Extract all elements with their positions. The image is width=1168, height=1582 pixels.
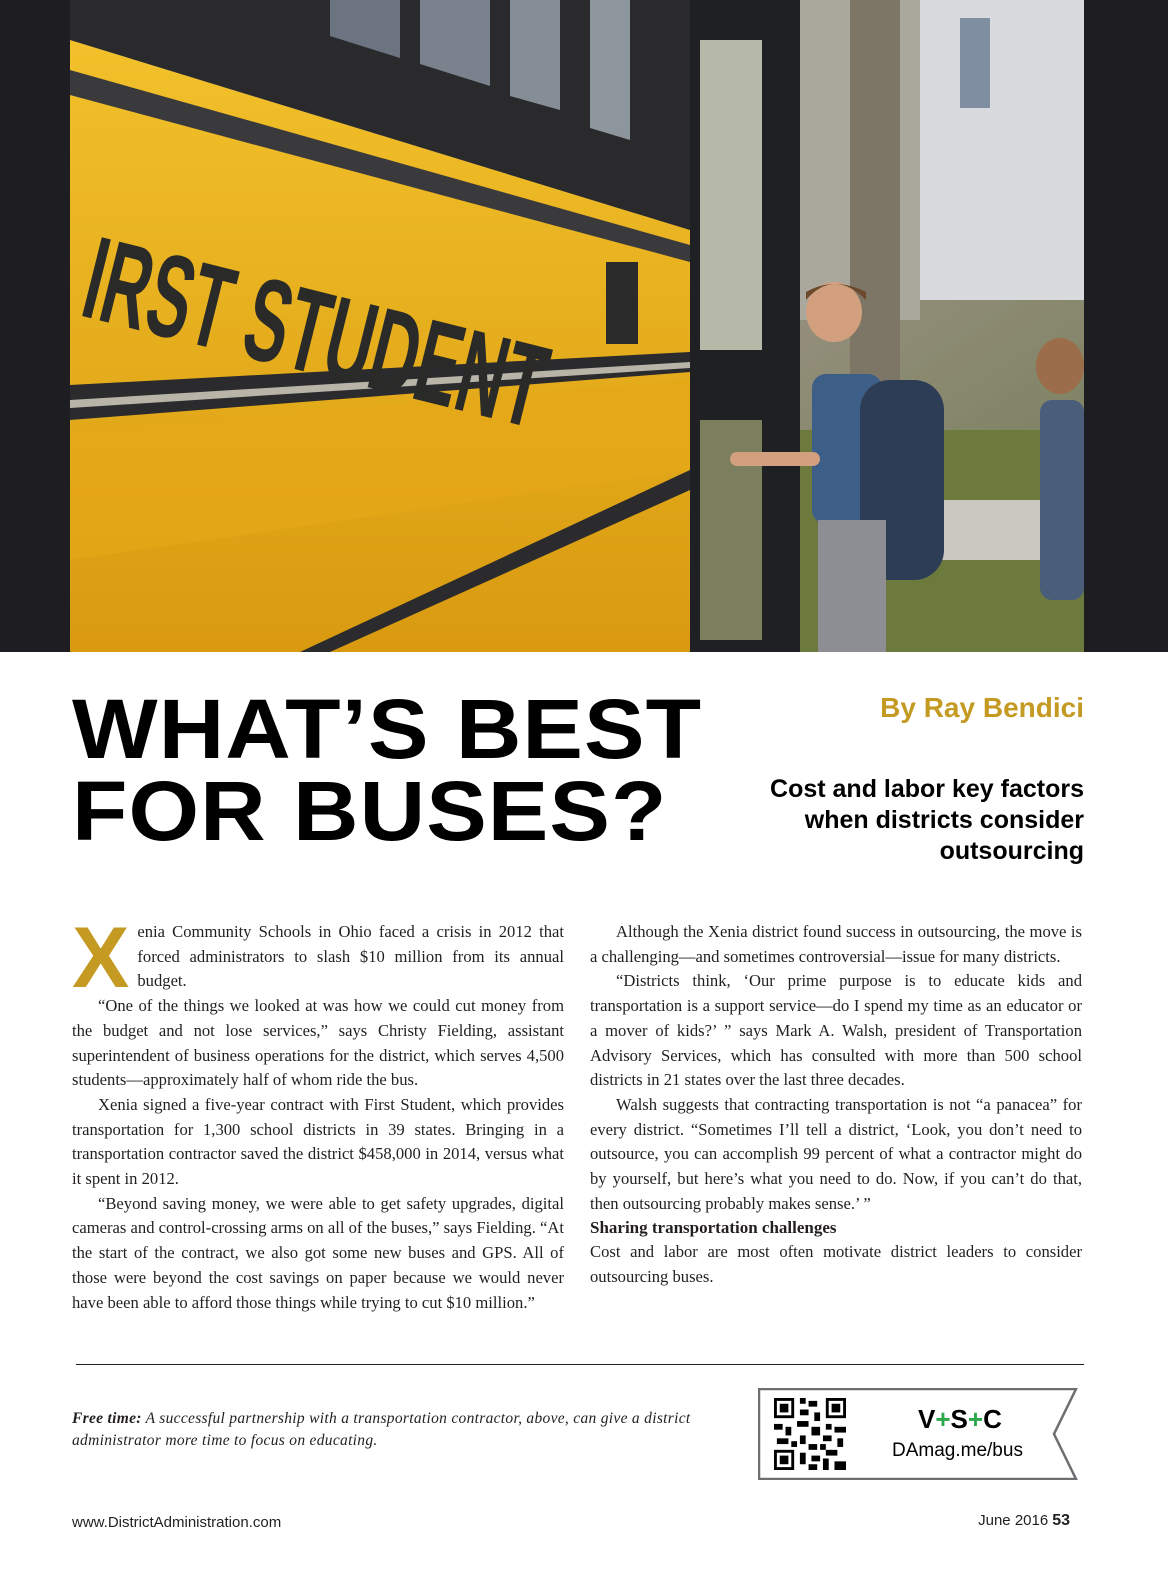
second-student-figure xyxy=(1036,338,1084,600)
paragraph-8: Cost and labor are most often motivate district leaders to consider outsourcing buses. xyxy=(590,1242,1082,1287)
promo-url[interactable]: DAmag.me/bus xyxy=(892,1440,1023,1461)
page-number: 53 xyxy=(1052,1512,1070,1529)
school-bus-photo xyxy=(0,0,1168,652)
bus-lettering: IRST STUDENT xyxy=(71,212,937,548)
vsc-letter-v: V xyxy=(918,1404,936,1434)
vsc-letter-c: C xyxy=(983,1404,1002,1434)
headline-line-2: FOR BUSES? xyxy=(72,764,668,858)
byline: By Ray Bendici xyxy=(880,692,1084,723)
drop-cap: X xyxy=(72,910,130,1006)
paragraph-3: Xenia signed a five-year contract with First Student, which provides transportation for 1,300 school districts in 39 states. Bringing in a transportation contractor saved the district $458,000 in 2014, versus what it spent in 2012. xyxy=(72,1094,564,1189)
paragraph-1 xyxy=(72,910,564,1006)
paragraph-5: Although the Xenia district found success in outsourcing, the move is a challenging—and sometimes controversial—issue for many districts. xyxy=(590,922,1082,966)
paragraph-2: “One of the things we looked at was how we could cut money from the budget and not lose services,” says Christy Fielding, assistant superintendent of business operations for the district, which serves 4,500 students—approximately half of whom ride the bus. xyxy=(72,996,564,1090)
paragraph-7: Walsh suggests that contracting transportation is not “a panacea” for every district. “Sometimes I’ll tell a district, ‘Look, you don’t need to outsource, you can accomplish 99 percent of what a contractor might do by yourself, but here’s what you need to do. Now, if you can’t do that, then outsourcing probably makes sense.’ ” xyxy=(590,1094,1082,1213)
caption-text: A successful partnership with a transportation contractor, above, can give a district administrator more time to focus on educating. xyxy=(72,1410,691,1449)
paragraph-4: “Beyond saving money, we were able to get safety upgrades, digital cameras and control-crossing arms on all of the buses,” says Fielding. “At the start of the contract, we also got some new buses and GPS. All of those were beyond the cost savings on paper because we would never have been able to afford those things while trying to cut $10 million.” xyxy=(72,1193,564,1312)
footer-date: June 2016 xyxy=(978,1512,1049,1529)
footer-website[interactable]: www.DistrictAdministration.com xyxy=(72,1514,282,1531)
deck: Cost and labor key factors when districts consider outsourcing xyxy=(770,775,1084,865)
footer-folio xyxy=(978,1512,1070,1530)
photo-caption xyxy=(72,1408,712,1452)
paragraph-6: “Districts think, ‘Our prime purpose is to educate kids and transportation is a support service—do I spend my time as an educator or a mover of kids?’ ” says Mark A. Walsh, president of Transportation Advisory Services, which has consulted with more than 500 school districts in 21 states over the last three decades. xyxy=(590,971,1082,1090)
article-column-right xyxy=(590,920,1082,1290)
qr-code-icon[interactable] xyxy=(774,1398,846,1470)
section-subhead: Sharing transportation challenges xyxy=(590,1218,837,1238)
vsc-letter-s: S xyxy=(950,1404,968,1434)
vsc-logo xyxy=(918,1404,1002,1435)
promo-box[interactable] xyxy=(758,1388,1088,1480)
headline-line-1: WHAT’S BEST xyxy=(72,682,703,776)
caption-lead: Free time: xyxy=(72,1410,142,1427)
hero-photo xyxy=(0,0,1168,652)
vsc-plus-2: + xyxy=(967,1404,984,1434)
headline xyxy=(72,682,763,858)
divider-rule xyxy=(76,1364,1084,1365)
vsc-plus-1: + xyxy=(935,1404,951,1434)
article-column-left xyxy=(72,910,564,1315)
paragraph-1-text: enia Community Schools in Ohio faced a crisis in 2012 that forced administrators to slash $10 million from its annual budget. xyxy=(137,922,564,991)
